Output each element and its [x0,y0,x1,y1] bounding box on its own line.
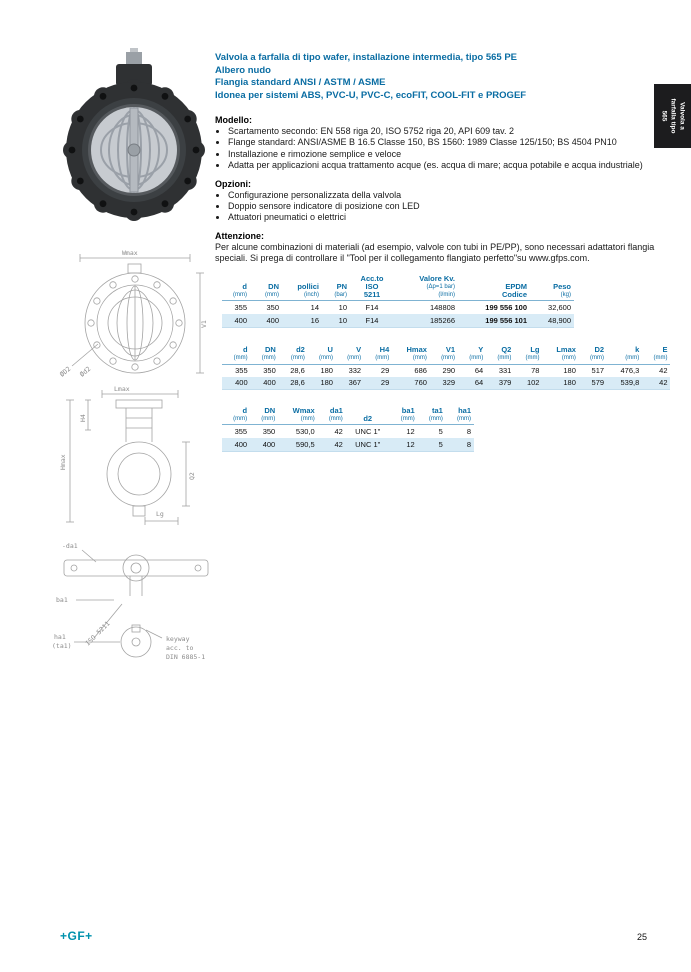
table-cell: 78 [531,366,540,376]
table-main-specs [222,274,574,328]
table-cell: 539,8 [620,378,640,388]
dim-label-ha1: ha1 [54,633,66,641]
table-cell: 199 556 101 [485,315,527,325]
column-header: V1 (mm) [429,345,457,365]
section-label-modello: Modello: [215,115,252,125]
bullet-item: • Flange standard: ANSI/ASME B 16.5 Classe 150, BS 1560: 1989 Classe 125/150; BS 4504 PN10 [228,137,671,148]
column-header: DN (mm) [250,274,282,301]
product-title-line-3: Flangia standard ANSI / ASTM / ASME [215,77,386,88]
bullet-item: • Attuatori pneumatici o elettrici [228,212,671,223]
table-cell: 332 [348,366,362,376]
dim-label-v1: V1 [200,320,208,328]
column-header: Valore Kv. (Δp=1 bar) (l/min) [394,274,458,301]
gf-logo: +GF+ [60,929,93,943]
column-header: DN (mm) [250,406,278,425]
column-header: ta1 (mm) [418,406,446,425]
table-cell: 686 [414,366,427,376]
table-shaft-dimensions [222,406,474,452]
page-number: 25 [636,932,647,942]
table-body [222,364,670,389]
dim-label-lg: Lg [156,510,164,518]
table-cell: 16 [310,315,319,325]
table-cell: 8 [466,426,471,436]
column-header: ba1 (mm) [390,406,418,425]
side-tab-line: farfalla tipo [669,98,676,134]
product-title-line-4: Idonea per sistemi ABS, PVC-U, PVC-C, ecoFIT, COOL-FIT e PROGEF [215,89,527,101]
table-cell: 400 [234,315,247,325]
table-cell: 350 [266,302,279,312]
column-header: Wmax (mm) [278,406,317,425]
column-header: Peso (kg) [530,274,574,301]
dim-label-lmax: Lmax [114,385,130,393]
table-dimensions [222,345,670,390]
section-label-opzioni: Opzioni: [215,178,251,189]
side-tab-line: 565 [660,110,667,122]
table-header [222,406,474,425]
bullet-item: • Installazione e rimozione semplice e veloce [228,149,671,160]
column-header: Lmax (mm) [542,345,578,365]
column-header: V (mm) [335,345,363,365]
table-cell: 350 [262,426,276,436]
dim-label-ta1: (ta1) [52,642,72,650]
table-cell: 102 [526,378,540,388]
table-cell: 367 [348,378,362,388]
product-title-line-2: Albero nudo [215,64,271,76]
table-header-row [222,345,670,365]
table-cell: 32,600 [548,302,571,312]
table-cell: 5 [438,426,443,436]
dim-label-h4: H4 [79,414,87,422]
column-header: k (mm) [607,345,642,365]
attenzione-paragraph: Per alcune combinazioni di materiali (ad esempio, valvole con tubi in PE/PP), sono necessari adattatori flangia speciali. Si prega di controllare il "Tool per il collegamento flangiato perfetto"su www.gfps.com. [215,241,655,264]
dim-label-da1: -da1 [62,542,78,550]
table-cell: 517 [591,366,605,376]
table-cell: 579 [591,378,605,388]
table-cell: 476,3 [620,366,640,376]
table-cell: 329 [442,378,456,388]
table-cell: 10 [338,315,347,325]
table-cell: 12 [406,426,415,436]
dim-label-wmax: Wmax [122,249,138,257]
table-cell: 12 [406,439,415,449]
table-cell: 180 [563,366,576,376]
column-header: d2 [346,406,390,425]
column-header: Hmax (mm) [392,345,430,365]
dim-label-hmax: Hmax [59,454,67,470]
table-cell: 180 [320,366,333,376]
column-header: d2 (mm) [278,345,307,365]
table-cell: 8 [466,439,471,449]
column-header: d (mm) [222,274,250,301]
column-header: D2 (mm) [578,345,606,365]
table-cell: 48,900 [548,315,571,325]
column-header: EPDM Codice [458,274,530,301]
column-header: Acc.to ISO 5211 [350,274,394,301]
table-cell: 590,5 [295,439,315,449]
table-cell: 400 [235,378,248,388]
dim-label-iso5211: ISO 5211 [83,619,112,648]
table-cell: 28,6 [290,378,305,388]
column-header: ha1 (mm) [446,406,474,425]
table-cell: 400 [234,439,248,449]
content-column [215,52,671,452]
table-cell: 180 [563,378,576,388]
table-cell: 379 [498,378,512,388]
column-header: PN (bar) [322,274,350,301]
column-header: DN (mm) [250,345,278,365]
table-cell: 760 [414,378,427,388]
keyway-note-line1: keyway [166,635,190,643]
table-cell: 199 556 100 [485,302,527,312]
table-cell: 28,6 [290,366,305,376]
drawing-side-view [58,384,208,528]
product-title-line-1: Valvola a farfalla di tipo wafer, installazione intermedia, tipo 565 PE [215,52,517,63]
bullet-item: • Doppio sensore indicatore di posizione con LED [228,201,671,212]
table-cell: 64 [474,366,484,376]
column-header: H4 (mm) [364,345,392,365]
table-cell: 10 [338,302,347,312]
table-cell: 400 [262,439,276,449]
table-cell: F14 [365,315,379,325]
product-photo [56,48,214,232]
column-header: d (mm) [222,406,250,425]
table-header [222,345,670,365]
column-header: Y (mm) [458,345,486,365]
table-cell: UNC 1" [355,439,381,449]
column-header: d (mm) [222,345,250,365]
bullet-item: • Scartamento secondo: EN 558 riga 20, ISO 5752 riga 20, API 609 tav. 2 [228,126,671,137]
table-cell: 29 [380,366,390,376]
table-cell: 42 [334,426,343,436]
keyway-note-line2: acc. to [166,644,194,652]
drawing-front-view [58,246,210,380]
table-cell: UNC 1" [355,426,381,436]
table-cell: 5 [438,439,443,449]
bullet-item: • Configurazione personalizzata della valvola [228,190,671,201]
table-row [222,314,574,328]
table-cell: 148808 [429,302,455,312]
table-row [222,438,474,452]
table-cell: 350 [263,366,276,376]
table-body [222,424,474,451]
table-row [222,364,670,377]
table-cell: 180 [320,378,333,388]
table-cell: F14 [365,302,379,312]
table-header-row [222,274,574,301]
table-cell: 185266 [429,315,455,325]
column-header: E (mm) [642,345,670,365]
modello-bullet-list [215,126,671,172]
table-row [222,377,670,390]
drawing-shaft-detail [50,538,230,673]
keyway-note-line3: DIN 6885-1 [166,653,206,661]
table-cell: 14 [310,302,319,312]
opzioni-bullet-list [215,190,671,224]
bullet-item: • Adatta per applicazioni acqua trattamento acque (es. acqua di mare; acqua potabile e acqua industriale) [228,160,671,171]
table-cell: 331 [498,366,512,376]
column-header: Lg (mm) [514,345,542,365]
table-row [222,300,574,314]
column-header: Q2 (mm) [486,345,514,365]
dim-label-ba1: ba1 [56,596,68,604]
table-cell: 530,0 [295,426,315,436]
table-header [222,274,574,301]
column-header: U (mm) [307,345,335,365]
table-cell: 42 [334,439,343,449]
table-cell: 355 [234,426,248,436]
table-cell: 29 [380,378,390,388]
section-label-attenzione: Attenzione: [215,230,264,241]
table-cell: 64 [474,378,484,388]
dim-label-q2: Q2 [188,472,196,480]
dim-label-d2-outer: ØD2 [58,364,73,379]
column-header: pollici (inch) [282,274,322,301]
table-cell: 42 [659,378,668,388]
table-cell: 355 [235,366,248,376]
table-cell: 400 [266,315,279,325]
side-tab-line: Valvola a [678,102,685,130]
table-cell: 290 [442,366,456,376]
table-cell: 355 [234,302,247,312]
table-cell: 400 [263,378,276,388]
dim-label-d2-inner: Ød2 [78,364,93,379]
table-header-row [222,406,474,425]
table-cell: 42 [659,366,668,376]
table-row [222,424,474,438]
column-header: da1 (mm) [318,406,346,425]
table-body [222,300,574,327]
